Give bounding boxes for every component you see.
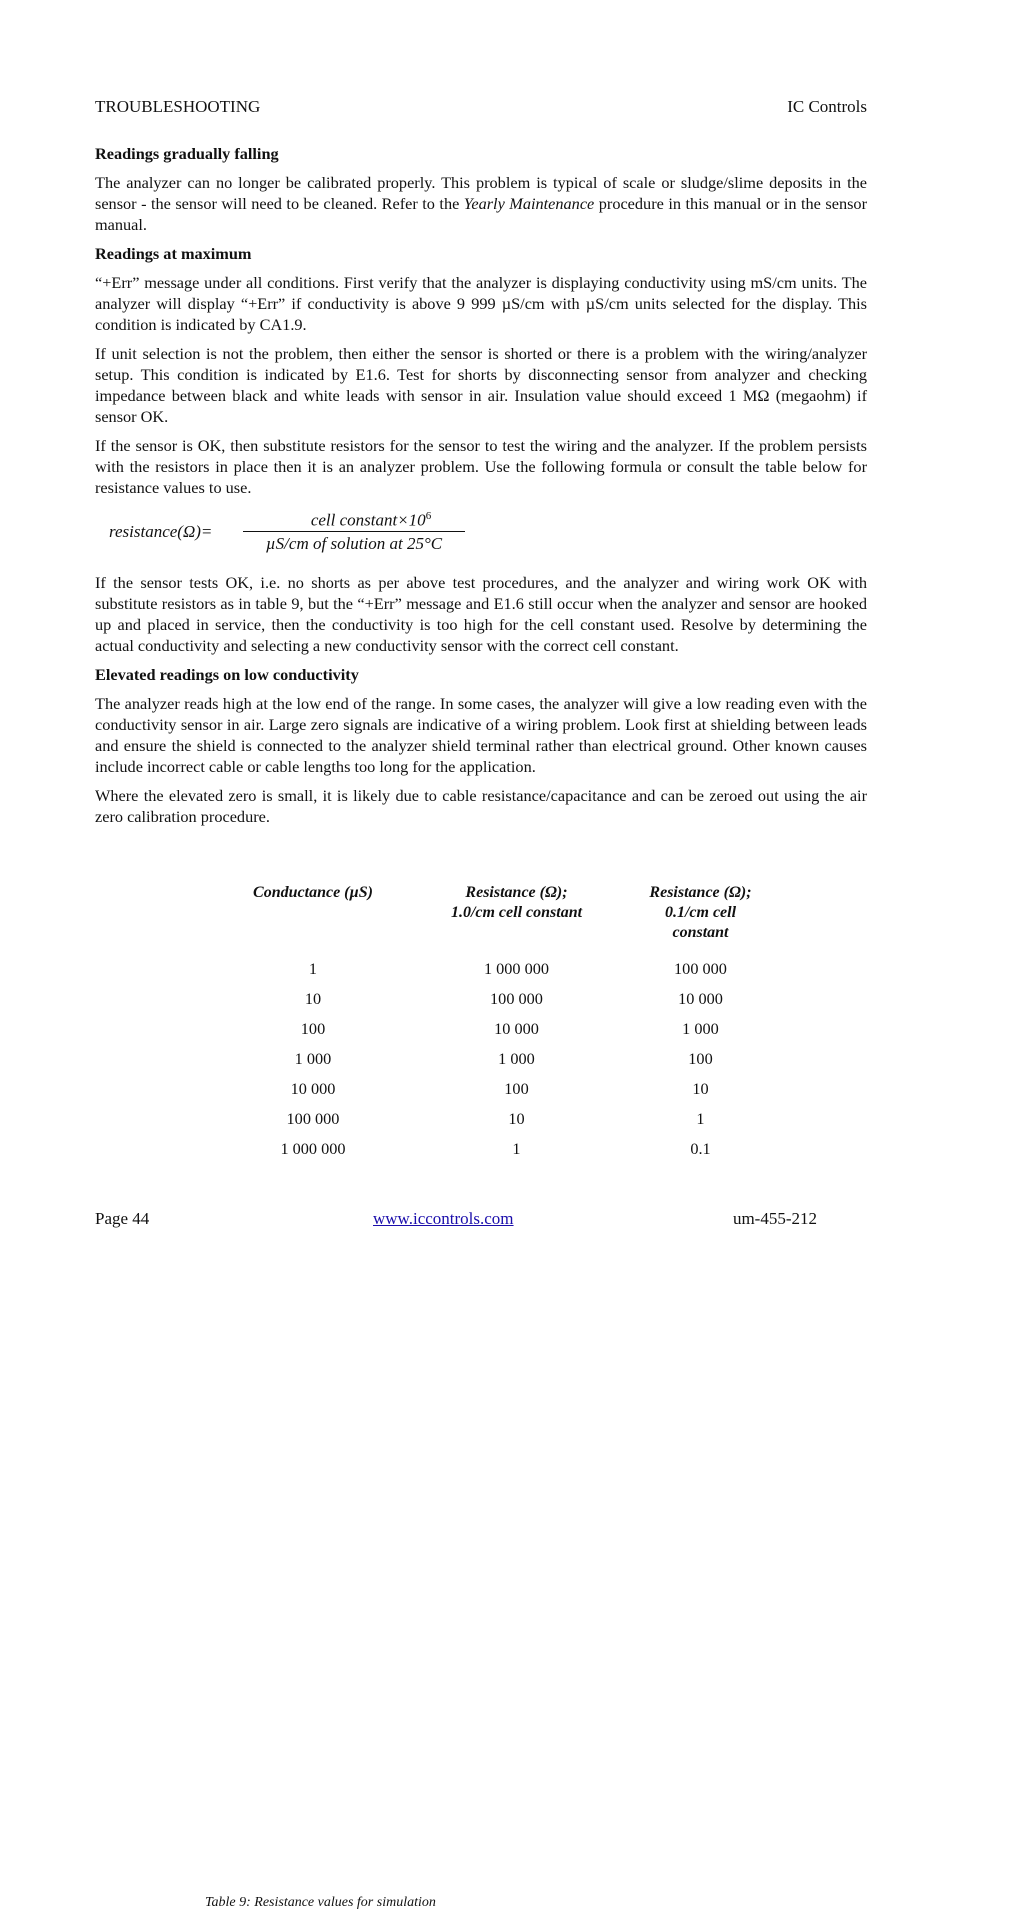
table-row [232, 1133, 762, 1163]
table-row [232, 1103, 762, 1133]
table-cell: 10 000 [678, 988, 723, 1008]
table-row [232, 1073, 762, 1103]
section-readings-falling [95, 143, 867, 235]
section-readings-maximum [95, 243, 867, 656]
section-heading: Readings at maximum [95, 244, 252, 263]
table-cell: 100 000 [490, 988, 543, 1008]
section-heading: Readings gradually falling [95, 144, 279, 163]
table-cell: 100 000 [286, 1108, 340, 1128]
footer-page-number: Page 44 [95, 1209, 150, 1228]
header-line: Resistance (Ω); [649, 884, 752, 901]
table-row [232, 983, 762, 1013]
section-elevated-readings [95, 664, 867, 827]
table-cell: 100 000 [674, 958, 727, 978]
footer-website-link[interactable]: www.iccontrols.com [373, 1209, 514, 1228]
paragraph: “+Err” message under all conditions. First verify that the analyzer is displaying conductivity using mS/cm units. The analyzer will display “+Err” if conductivity is above 9 999 µS/cm with µS/cm units selected for the display. This condition is indicated by CA1.9. [95, 273, 867, 334]
paragraph: If unit selection is not the problem, then either the sensor is shorted or there is a problem with the wiring/analyzer setup. This condition is indicated by E1.6. Test for shorts by disconnecting sensor from analyzer and checking impedance between black and white leads with sensor in air. Insulation value should exceed 1 MΩ (megaohm) if sensor OK. [95, 344, 867, 426]
table-caption: Table 9: Resistance values for simulation [205, 1895, 436, 1910]
section-heading: Elevated readings on low conductivity [95, 665, 359, 684]
table-row [232, 953, 762, 983]
formula-numerator-text: cell constant×10 [310, 510, 426, 530]
column-header-conductance [232, 883, 394, 953]
paragraph: The analyzer reads high at the low end of the range. In some cases, the analyzer will give a low reading even with the conductivity sensor in air. Large zero signals are indicative of a wiring problem. Look first at shielding between leads and ensure the shield is connected to the analyzer shield terminal rather than electrical ground. Other known causes include incorrect cable or cable lengths too long for the application. [95, 694, 867, 776]
table-row [232, 1043, 762, 1073]
header-line: Conductance (µS) [253, 884, 373, 901]
table-cell: 100 [300, 1018, 326, 1038]
paragraph: If the sensor tests OK, i.e. no shorts as per above test procedures, and the analyzer and wiring work OK with substitute resistors as in table 9, but the “+Err” message and E1.6 still occur when the analyzer and sensor are hooked up and placed in service, then the conductivity is too high for the cell constant used. Resolve by determining the actual conductivity and selecting a new conductivity sensor with the correct cell constant. [95, 573, 867, 655]
formula-lhs: resistance(Ω)= [109, 522, 213, 541]
table-cell: 1 000 000 [483, 958, 550, 978]
table-cell: 10 [508, 1108, 525, 1128]
fraction-bar [243, 531, 465, 532]
table-row [232, 1013, 762, 1043]
table-cell: 100 [504, 1078, 529, 1098]
paragraph-text: procedure in this manual or in the sensor manual. [95, 194, 867, 234]
header-line: Resistance (Ω); [465, 884, 568, 901]
resistance-table [232, 883, 762, 1163]
header-company: IC Controls [787, 97, 867, 116]
column-header-resistance-01cm [639, 883, 762, 953]
resistance-formula [95, 506, 867, 562]
table-cell: 1 [512, 1138, 521, 1158]
header-line: 0.1/cm cell constant [664, 904, 737, 941]
column-header-resistance-1cm [394, 883, 639, 953]
formula-exponent: 6 [425, 510, 432, 522]
table-cell: 10 000 [290, 1078, 336, 1098]
table-cell: 10 000 [494, 1018, 539, 1038]
emphasis-text: Yearly Maintenance [463, 194, 595, 213]
footer-document-id: um-455-212 [732, 1209, 817, 1228]
page-header [95, 96, 867, 117]
paragraph [95, 172, 867, 235]
paragraph-text: The analyzer can no longer be calibrated properly. This problem is typical of scale or sludge/slime deposits in the sensor - the sensor will need to be cleaned. Refer to the [95, 173, 867, 213]
paragraph: If the sensor is OK, then substitute resistors for the sensor to test the wiring and the analyzer. If the problem persists with the resistors in place then it is an analyzer problem. Use the following formula or consult the table below for resistance values to use. [95, 436, 867, 497]
header-line: 1.0/cm cell constant [450, 904, 583, 921]
table-cell: 1 [696, 1108, 705, 1128]
header-section-title: TROUBLESHOOTING [95, 97, 261, 116]
paragraph: Where the elevated zero is small, it is likely due to cable resistance/capacitance and can be zeroed out using the air zero calibration procedure. [95, 786, 867, 826]
table-cell: 0.1 [690, 1138, 711, 1158]
formula-denominator: µS/cm of solution at 25°C [265, 534, 443, 553]
table-header-row [232, 883, 762, 953]
table-cell: 10 [692, 1078, 709, 1098]
table-cell: 1 000 [294, 1048, 332, 1068]
table-cell: 100 [688, 1048, 713, 1068]
table-cell: 1 [308, 958, 318, 978]
formula-numerator [279, 506, 463, 531]
table-cell: 10 [304, 988, 322, 1008]
table-cell: 1 000 [498, 1048, 535, 1068]
table-cell: 1 000 000 [280, 1138, 346, 1158]
table-cell: 1 000 [682, 1018, 719, 1038]
